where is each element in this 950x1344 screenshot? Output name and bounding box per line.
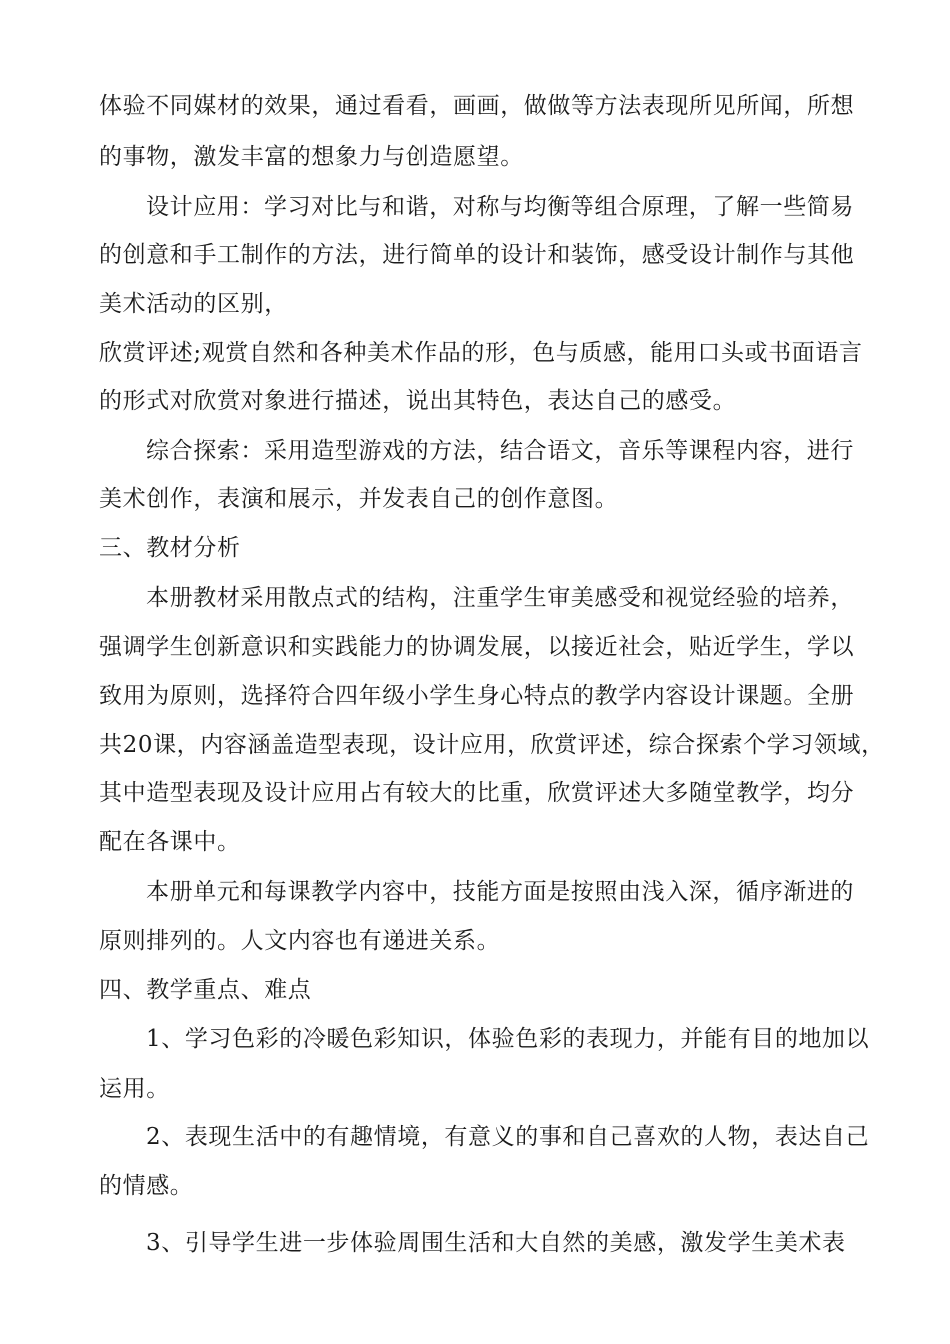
paragraph-integrated-exploration: 综合探索：采用造型游戏的方法，结合语文，音乐等课程内容，进行 [146,438,854,464]
text-line: 配在各课中。 [99,829,241,855]
text-line: 美术活动的区别， [99,291,288,317]
text-line: 原则排列的。人文内容也有递进关系。 [99,928,501,954]
text-line: 共20课，内容涵盖造型表现，设计应用，欣赏评述，综合探索个学习领域， [99,732,885,758]
text-line: 的形式对欣赏对象进行描述，说出其特色，表达自己的感受。 [99,388,737,414]
text-line: 强调学生创新意识和实践能力的协调发展，以接近社会，贴近学生，学以 [99,634,855,660]
text-line: 体验不同媒材的效果，通过看看，画画，做做等方法表现所见所闻，所想 [99,93,855,119]
text-line: 其中造型表现及设计应用占有较大的比重，欣赏评述大多随堂教学，均分 [99,780,855,806]
section-heading-key-points: 四、教学重点、难点 [99,977,312,1003]
list-item-3: 3、引导学生进一步体验周围生活和大自然的美感，激发学生美术表 [146,1230,846,1256]
list-item-2: 2、表现生活中的有趣情境，有意义的事和自己喜欢的人物，表达自己 [146,1124,870,1150]
text-line: 的事物，激发丰富的想象力与创造愿望。 [99,144,524,170]
list-item-1: 1、学习色彩的冷暖色彩知识，体验色彩的表现力，并能有目的地加以 [146,1026,870,1052]
paragraph-design-application: 设计应用：学习对比与和谐，对称与均衡等组合原理，了解一些简易 [146,194,854,220]
paragraph-appreciation: 欣赏评述;观赏自然和各种美术作品的形，色与质感，能用口头或书面语言 [99,340,863,366]
text-line: 运用。 [99,1076,170,1102]
text-line: 美术创作，表演和展示，并发表自己的创作意图。 [99,486,619,512]
text-line: 的创意和手工制作的方法，进行简单的设计和装饰，感受设计制作与其他 [99,242,855,268]
paragraph-textbook-structure: 本册教材采用散点式的结构，注重学生审美感受和视觉经验的培养， [146,585,854,611]
section-heading-textbook-analysis: 三、教材分析 [99,535,241,561]
paragraph-unit-content: 本册单元和每课教学内容中，技能方面是按照由浅入深，循序渐进的 [146,879,854,905]
text-line: 致用为原则，选择符合四年级小学生身心特点的教学内容设计课题。全册 [99,683,855,709]
text-line: 的情感。 [99,1173,194,1199]
